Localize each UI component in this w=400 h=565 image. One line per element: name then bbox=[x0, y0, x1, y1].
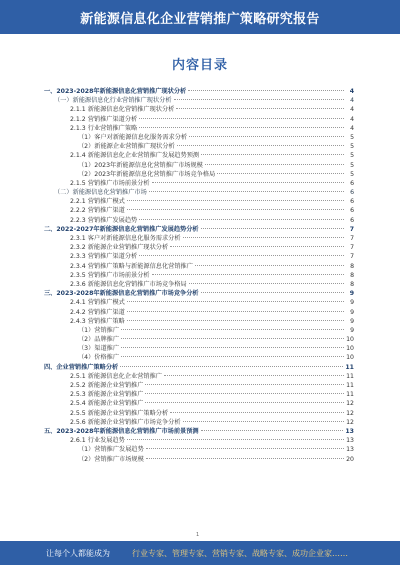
toc-item-page: 20 bbox=[346, 455, 354, 463]
toc-item[interactable] bbox=[44, 197, 354, 206]
toc-leader-dots bbox=[152, 274, 344, 275]
toc-item[interactable] bbox=[44, 280, 354, 289]
toc-item[interactable] bbox=[44, 216, 354, 225]
toc-item[interactable] bbox=[44, 252, 354, 261]
toc-item-text: 2.3.5 营销推广市场前景分析 bbox=[70, 271, 150, 279]
toc-item-page: 13 bbox=[346, 437, 354, 445]
toc-item-page: 11 bbox=[345, 363, 354, 371]
toc-item-text: 2.3.3 营销推广渠道分析 bbox=[70, 253, 138, 261]
toc-item-text: （3）渠道推广 bbox=[78, 345, 120, 353]
toc-item-text: 2.4.3 营销推广策略 bbox=[70, 317, 125, 325]
toc-item[interactable] bbox=[44, 87, 354, 96]
footer-bar bbox=[0, 541, 400, 565]
toc-item-text: （二）新能源信息化营销推广市场 bbox=[54, 189, 147, 197]
toc-leader-dots bbox=[189, 136, 344, 137]
toc-item-text: 一、2023-2028年新能源信息化营销推广现状分析 bbox=[44, 88, 187, 95]
toc-item-text: （4）价格推广 bbox=[78, 354, 120, 362]
toc-item-page: 8 bbox=[350, 280, 354, 288]
toc-item-page: 7 bbox=[350, 253, 354, 261]
toc-item-text: 2.3.1 客户对新能源信息化服务需求分析 bbox=[70, 235, 181, 242]
toc-leader-dots bbox=[201, 292, 344, 293]
toc-leader-dots bbox=[121, 329, 344, 330]
toc-leader-dots bbox=[170, 412, 344, 413]
toc-item-page: 9 bbox=[350, 317, 354, 325]
toc-item-page: 11 bbox=[346, 372, 354, 380]
toc-item-text: 2.2.2 营销推广渠道 bbox=[70, 207, 125, 215]
toc-leader-dots bbox=[139, 127, 344, 128]
toc-item-page: 11 bbox=[346, 382, 354, 389]
toc-item-page: 5 bbox=[350, 170, 354, 178]
toc-leader-dots bbox=[177, 145, 344, 146]
toc-item[interactable] bbox=[44, 96, 354, 105]
toc-item-page: 6 bbox=[350, 179, 354, 187]
toc-leader-dots bbox=[201, 430, 344, 431]
toc-leader-dots bbox=[127, 301, 344, 302]
toc-leader-dots bbox=[183, 237, 344, 238]
page-number: 1 bbox=[196, 532, 200, 538]
toc-item-text: 2.3.4 营销推广策略与新能源信息化营销推广 bbox=[70, 262, 193, 270]
toc-item[interactable] bbox=[44, 335, 354, 344]
toc-item[interactable] bbox=[44, 151, 354, 160]
toc-leader-dots bbox=[127, 209, 344, 210]
toc-item-page: 13 bbox=[345, 427, 354, 435]
toc-item-page: 9 bbox=[350, 299, 354, 307]
toc-item-text: 2.2.3 营销推广发展趋势 bbox=[70, 216, 138, 224]
toc-item-page: 12 bbox=[346, 409, 354, 417]
toc-item-text: 2.5.5 新能源企业营销推广策略分析 bbox=[70, 409, 169, 417]
toc-item-page: 11 bbox=[346, 391, 354, 399]
toc-item-page: 8 bbox=[350, 262, 354, 270]
toc-item-page: 12 bbox=[346, 418, 354, 426]
toc-item-text: 二、2022-2027年新能源信息化营销推广发展趋势分析 bbox=[44, 225, 199, 233]
toc-leader-dots bbox=[139, 118, 344, 119]
toc-leader-dots bbox=[120, 366, 343, 367]
toc-item-page: 6 bbox=[350, 207, 354, 215]
toc-leader-dots bbox=[121, 338, 344, 339]
toc-item-text: （2）品牌推广 bbox=[78, 336, 120, 344]
toc-item[interactable] bbox=[44, 206, 354, 215]
toc-item-page: 5 bbox=[350, 133, 354, 141]
toc-leader-dots bbox=[195, 265, 344, 266]
toc-item-text: 五、2023-2028年新能源信息化营销推广市场前景预测 bbox=[44, 427, 199, 435]
toc-item-text: （1）2023年新能源信息化营销推广市场规模 bbox=[78, 161, 203, 169]
toc-item[interactable] bbox=[44, 289, 354, 298]
toc-leader-dots bbox=[121, 347, 344, 348]
toc-item[interactable] bbox=[44, 188, 354, 197]
toc-item[interactable] bbox=[44, 133, 354, 142]
toc-item-text: 2.3.6 新能源信息化营销推广市场竞争格局 bbox=[70, 280, 187, 288]
toc-item[interactable] bbox=[44, 372, 354, 381]
toc-item-text: （1）营销推广发展趋势 bbox=[78, 446, 144, 454]
report-title: 新能源信息化企业营销推广策略研究报告 bbox=[80, 12, 320, 27]
toc-item-page: 4 bbox=[350, 106, 354, 114]
toc-leader-dots bbox=[145, 384, 344, 385]
toc-item-text: （2）营销推广市场规模 bbox=[78, 455, 144, 463]
toc-item-text: 2.1.1 新能源信息化营销推广现状分析 bbox=[70, 106, 175, 114]
toc-item-text: 2.3.2 新能源企业营销推广现状分析 bbox=[70, 244, 169, 252]
toc-leader-dots bbox=[164, 375, 344, 376]
toc-item-page: 6 bbox=[350, 198, 354, 206]
toc-item-text: 2.5.2 新能源企业营销推广 bbox=[70, 382, 144, 389]
toc-item[interactable] bbox=[44, 179, 354, 188]
toc-item-page: 4 bbox=[349, 88, 354, 95]
header-bar bbox=[0, 0, 400, 34]
toc-item-text: 2.5.4 新能源企业营销推广 bbox=[70, 400, 144, 408]
toc-item-text: （2）新能源企业营销推广现状分析 bbox=[78, 143, 175, 151]
toc-leader-dots bbox=[170, 246, 344, 247]
toc-item-text: 2.5.3 新能源企业营销推广 bbox=[70, 391, 144, 399]
toc-item[interactable] bbox=[44, 170, 354, 179]
toc-item-page: 9 bbox=[350, 326, 354, 334]
toc-item-page: 6 bbox=[350, 189, 354, 197]
toc-leader-dots bbox=[127, 320, 344, 321]
toc-leader-dots bbox=[127, 311, 344, 312]
toc-item-text: 2.1.4 新能源信息化企业营销推广发展趋势预测 bbox=[70, 152, 200, 160]
toc-item-text: （1）客户对新能源信息化服务需求分析 bbox=[78, 133, 188, 141]
toc-item[interactable] bbox=[44, 225, 354, 234]
toc-item[interactable] bbox=[44, 399, 354, 408]
toc-leader-dots bbox=[217, 173, 344, 174]
toc-item-text: 2.5.6 新能源企业营销推广市场竞争分析 bbox=[70, 418, 181, 426]
toc-item-page: 5 bbox=[350, 152, 354, 160]
toc-item-page: 10 bbox=[346, 345, 354, 353]
toc-item[interactable] bbox=[44, 409, 354, 418]
toc-leader-dots bbox=[139, 219, 344, 220]
toc-item-page: 5 bbox=[350, 161, 354, 169]
toc-leader-dots bbox=[127, 200, 344, 201]
toc-item-page: 4 bbox=[350, 124, 354, 132]
toc-item-page: 5 bbox=[350, 143, 354, 151]
toc-item[interactable] bbox=[44, 317, 354, 326]
toc-item-text: 2.4.1 营销推广模式 bbox=[70, 299, 125, 307]
toc-leader-dots bbox=[146, 448, 344, 449]
toc-item[interactable] bbox=[44, 381, 354, 390]
toc-item-text: 2.4.2 营销推广渠道 bbox=[70, 308, 125, 316]
toc-item-text: 2.1.5 营销推广市场前景分析 bbox=[70, 179, 150, 187]
toc-list bbox=[44, 87, 354, 527]
toc-item[interactable] bbox=[44, 271, 354, 280]
toc-item[interactable] bbox=[44, 445, 354, 454]
toc-item[interactable] bbox=[44, 243, 354, 252]
toc-item[interactable] bbox=[44, 142, 354, 151]
toc-item[interactable] bbox=[44, 353, 354, 362]
toc-leader-dots bbox=[188, 90, 344, 91]
toc-leader-dots bbox=[127, 439, 344, 440]
toc-leader-dots bbox=[145, 393, 344, 394]
toc-item-text: 2.1.2 营销推广渠道分析 bbox=[70, 115, 138, 123]
toc-leader-dots bbox=[145, 402, 344, 403]
toc-item[interactable] bbox=[44, 363, 354, 372]
toc-leader-dots bbox=[201, 154, 344, 155]
toc-item[interactable] bbox=[44, 326, 354, 335]
toc-item-page: 7 bbox=[349, 225, 354, 233]
toc-item[interactable] bbox=[44, 298, 354, 307]
toc-item-page: 10 bbox=[346, 354, 354, 362]
toc-item[interactable] bbox=[44, 436, 354, 445]
toc-item[interactable] bbox=[44, 455, 354, 464]
footer-slogan-left: 让每个人都能成为 bbox=[46, 549, 110, 558]
toc-item[interactable] bbox=[44, 390, 354, 399]
toc-item-page: 6 bbox=[350, 216, 354, 224]
toc-item-page: 4 bbox=[350, 97, 354, 105]
toc-item[interactable] bbox=[44, 161, 354, 170]
toc-heading: 内容目录 bbox=[171, 58, 228, 73]
toc-item[interactable] bbox=[44, 427, 354, 436]
toc-item-text: 三、2023-2028年新能源信息化营销推广市场竞争分析 bbox=[44, 290, 199, 298]
toc-item-text: 四、企业营销推广策略分析 bbox=[44, 363, 119, 371]
toc-leader-dots bbox=[205, 164, 344, 165]
toc-item-page: 7 bbox=[350, 235, 354, 242]
toc-item[interactable] bbox=[44, 105, 354, 114]
toc-item[interactable] bbox=[44, 115, 354, 124]
toc-leader-dots bbox=[183, 421, 344, 422]
toc-item-page: 13 bbox=[346, 446, 354, 454]
toc-item-text: 2.6.1 行业发展趋势 bbox=[70, 437, 125, 445]
toc-leader-dots bbox=[139, 255, 344, 256]
toc-leader-dots bbox=[176, 108, 344, 109]
toc-leader-dots bbox=[174, 99, 344, 100]
toc-item[interactable] bbox=[44, 308, 354, 317]
toc-item-text: 2.1.3 行业营销推广策略 bbox=[70, 124, 138, 132]
toc-item-page: 7 bbox=[350, 244, 354, 252]
toc-leader-dots bbox=[152, 182, 344, 183]
toc-leader-dots bbox=[189, 283, 344, 284]
toc-item[interactable] bbox=[44, 262, 354, 271]
toc-item-text: 2.5.1 新能源信息化企业营销推广 bbox=[70, 372, 162, 380]
toc-leader-dots bbox=[121, 356, 344, 357]
toc-item[interactable] bbox=[44, 234, 354, 243]
footer-slogan-right: 行业专家、管理专家、营销专家、战略专家、成功企业家…… bbox=[132, 549, 348, 558]
toc-leader-dots bbox=[149, 191, 344, 192]
toc-item-text: （1）营销推广 bbox=[78, 326, 120, 334]
toc-item[interactable] bbox=[44, 344, 354, 353]
toc-item-page: 10 bbox=[346, 336, 354, 344]
toc-leader-dots bbox=[201, 228, 344, 229]
toc-leader-dots bbox=[146, 458, 344, 459]
toc-item-page: 12 bbox=[346, 400, 354, 408]
toc-item-text: （2）2023年新能源信息化营销推广市场竞争格局 bbox=[78, 170, 216, 178]
toc-item-page: 9 bbox=[350, 308, 354, 316]
toc-item-text: （一）新能源信息化行业营销推广现状分析 bbox=[54, 97, 172, 105]
toc-item-page: 9 bbox=[349, 290, 354, 298]
toc-item[interactable] bbox=[44, 418, 354, 427]
toc-item[interactable] bbox=[44, 124, 354, 133]
toc-item-text: 2.2.1 营销推广模式 bbox=[70, 198, 125, 206]
toc-item-page: 4 bbox=[350, 115, 354, 123]
toc-item-page: 8 bbox=[350, 271, 354, 279]
